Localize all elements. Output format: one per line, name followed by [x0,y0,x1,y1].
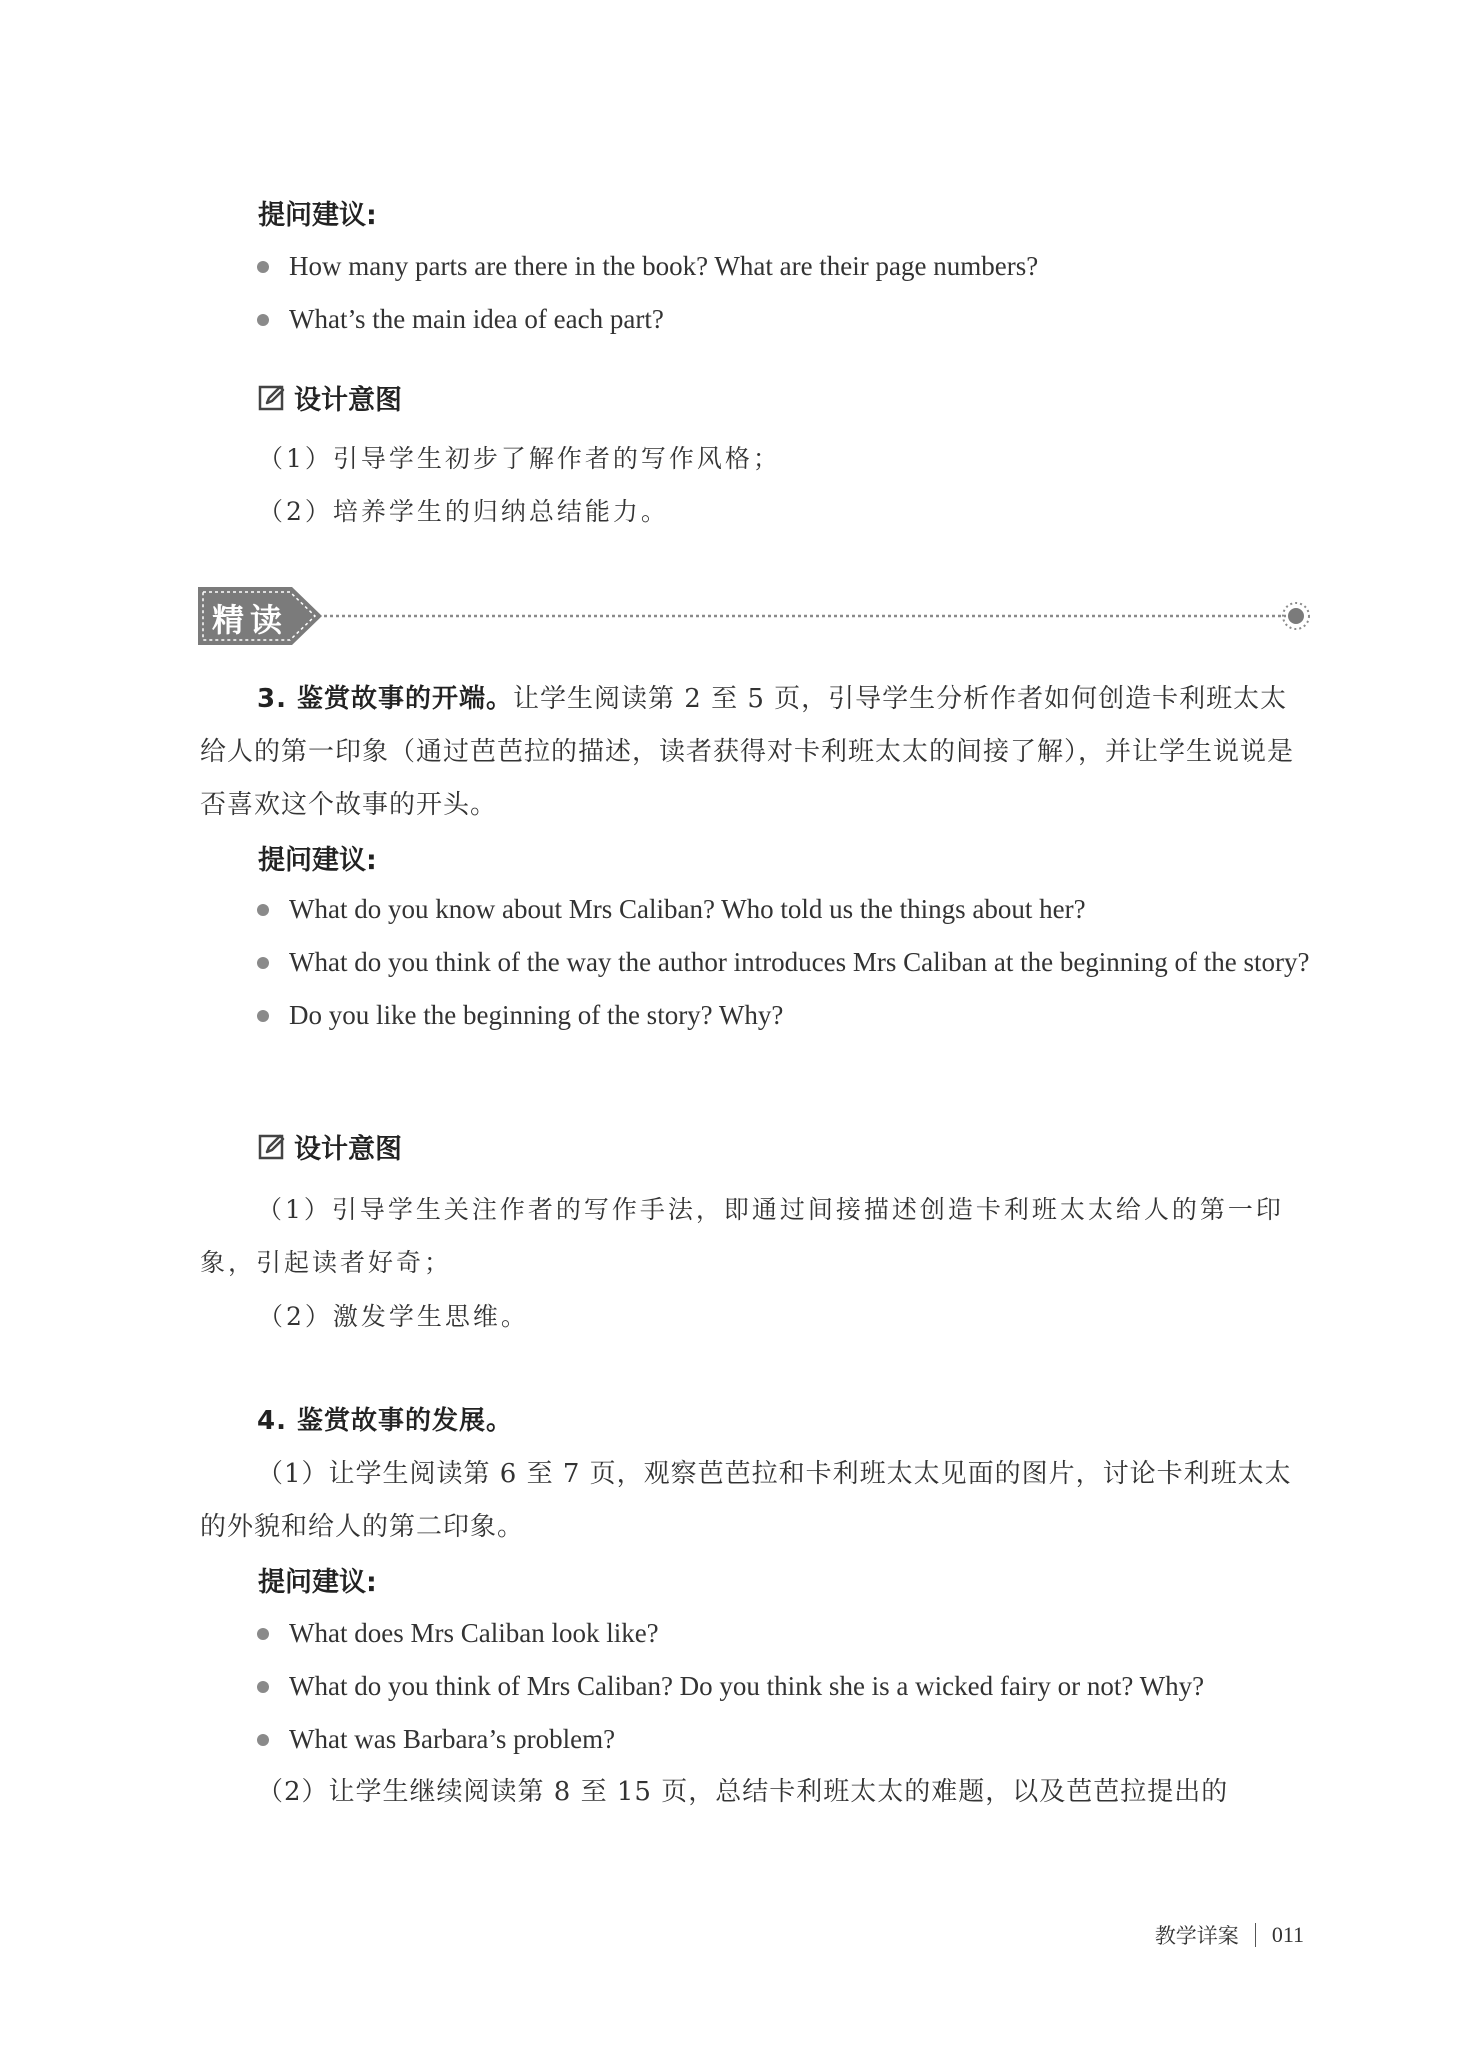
list-item: How many parts are there in the book? What are their page numbers? [255,240,1315,293]
question-list-1 [255,240,1315,346]
design-line: （2）激发学生思维。 [258,1302,529,1331]
questions-heading-3: 提问建议: [258,1567,377,1598]
design-intent-label: 设计意图 [294,1134,402,1165]
question-list-2 [255,883,1315,1042]
banner-shape [196,583,1316,649]
list-item: Do you like the beginning of the story? Why? [255,989,1315,1042]
footer-divider [1255,1923,1256,1947]
design-line: （1）引导学生初步了解作者的写作风格； [258,444,781,473]
item3-title: 3. 鉴赏故事的开端。 [257,684,514,714]
banner-label: 精读 [212,601,289,639]
list-item: What do you think of Mrs Caliban? Do you think she is a wicked fairy or not? Why? [255,1660,1315,1713]
design-line: （1）引导学生关注作者的写作手法，即通过间接描述创造卡利班太太给人的第一印象，引起读者好奇； [200,1195,1284,1277]
design-intent-heading-1 [258,378,402,417]
list-item: What does Mrs Caliban look like? [255,1607,1315,1660]
item4-title: 4. 鉴赏故事的发展。 [257,1406,514,1436]
list-item: What was Barbara’s problem? [255,1713,1315,1766]
question-list-3 [255,1607,1315,1766]
questions-heading-2: 提问建议: [258,845,377,876]
design-intent-heading-2 [258,1127,402,1166]
footer-section: 教学详案 [1154,1924,1239,1948]
page-footer [1155,1920,1304,1950]
edit-pen-icon [258,384,286,412]
section-banner [196,583,1316,649]
list-item: What’s the main idea of each part? [255,293,1315,346]
edit-pen-icon [258,1133,286,1161]
item3-body: 让学生阅读第 2 至 5 页，引导学生分析作者如何创造卡利班太太给人的第一印象（通过芭芭拉的描述，读者获得对卡利班太太的间接了解），并让学生说说是否喜欢这个故事的开头。 [200,684,1295,820]
design-intent-label: 设计意图 [294,385,402,416]
item3-paragraph [200,673,1305,832]
design-line: （2）培养学生的归纳总结能力。 [258,497,669,526]
page-number: 011 [1271,1922,1304,1947]
item4-sub2: （2）让学生继续阅读第 8 至 15 页，总结卡利班太太的难题，以及芭芭拉提出的 [257,1777,1229,1807]
list-item: What do you know about Mrs Caliban? Who told us the things about her? [255,883,1315,936]
list-item: What do you think of the way the author introduces Mrs Caliban at the beginning of the story? [255,936,1315,989]
questions-heading-1: 提问建议: [258,200,377,231]
item4-sub1: （1）让学生阅读第 6 至 7 页，观察芭芭拉和卡利班太太见面的图片，讨论卡利班太太的外貌和给人的第二印象。 [200,1459,1292,1542]
item4-title-paragraph [200,1395,1305,1448]
